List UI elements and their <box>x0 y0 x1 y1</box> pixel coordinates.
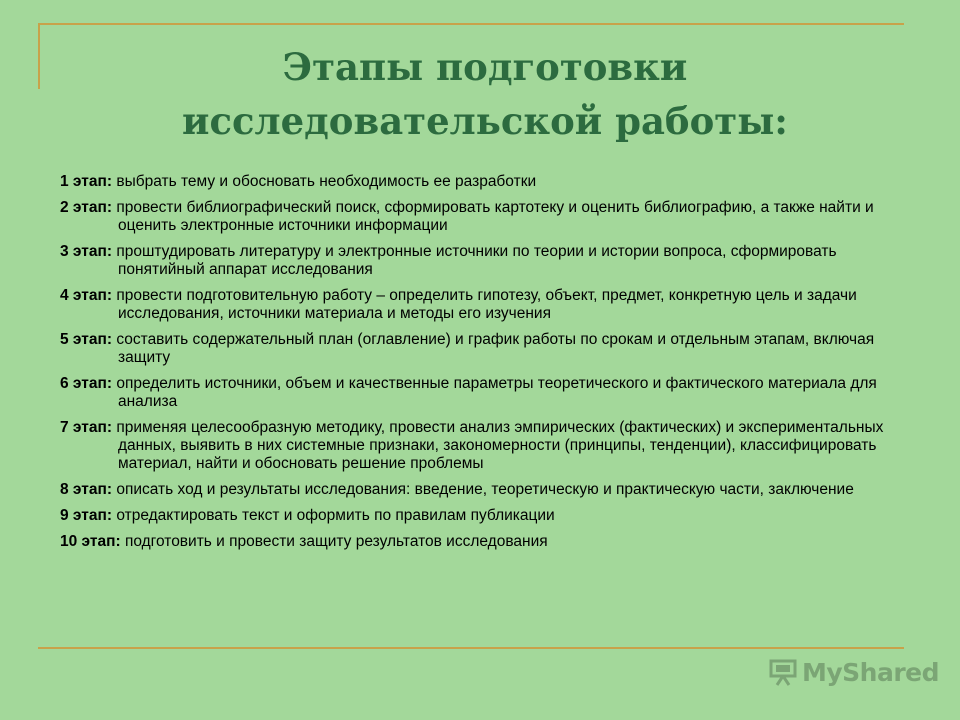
stage-label: 10 этап: <box>60 533 121 550</box>
stage-item <box>60 481 910 499</box>
stage-label: 2 этап: <box>60 199 113 216</box>
slide-title <box>60 40 910 148</box>
stage-item <box>60 419 910 473</box>
stage-text: провести подготовительную работу – определить гипотезу, объект, предмет, конкретную цель и задачи исследования, источники материала и методы его изучения <box>116 287 857 322</box>
stage-item <box>60 199 910 235</box>
stage-item <box>60 287 910 323</box>
stage-label: 6 этап: <box>60 375 113 392</box>
stage-text: применяя целесообразную методику, провести анализ эмпирических (фактических) и экспериментальных данных, выявить в них системные признаки, закономерности (принципы, тенденции), классифицировать материал, найти и обосновать решение проблемы <box>116 419 884 472</box>
stage-text: описать ход и результаты исследования: введение, теоретическую и практическую части, заключение <box>116 481 854 498</box>
watermark-logo <box>768 656 939 688</box>
presentation-board-icon <box>768 658 798 686</box>
stage-text: провести библиографический поиск, сформировать картотеку и оценить библиографию, а также найти и оценить электронные источники информации <box>116 199 874 234</box>
stage-label: 8 этап: <box>60 481 113 498</box>
stage-text: выбрать тему и обосновать необходимость ее разработки <box>116 173 537 190</box>
stage-item <box>60 375 910 411</box>
slide-title-line-1: Этапы подготовки <box>282 45 688 89</box>
stage-text: составить содержательный план (оглавление) и график работы по срокам и отдельным этапам, включая защиту <box>116 331 875 366</box>
slide-title-line-2: исследовательской работы: <box>182 99 788 143</box>
stage-text: определить источники, объем и качественные параметры теоретического и фактического материала для анализа <box>116 375 877 410</box>
stages-list <box>60 173 910 559</box>
stage-item <box>60 507 910 525</box>
stage-label: 4 этап: <box>60 287 113 304</box>
stage-label: 3 этап: <box>60 243 113 260</box>
stage-label: 5 этап: <box>60 331 113 348</box>
bottom-divider <box>38 647 904 649</box>
stage-text: отредактировать текст и оформить по правилам публикации <box>116 507 555 524</box>
stage-label: 9 этап: <box>60 507 113 524</box>
stage-item <box>60 533 910 551</box>
stage-item <box>60 331 910 367</box>
watermark-text: MyShared <box>802 657 940 687</box>
stage-text: подготовить и провести защиту результатов исследования <box>124 533 548 550</box>
stage-item <box>60 173 910 191</box>
stage-label: 1 этап: <box>60 173 113 190</box>
stage-label: 7 этап: <box>60 419 113 436</box>
top-divider <box>38 23 904 25</box>
stage-text: проштудировать литературу и электронные источники по теории и истории вопроса, сформировать понятийный аппарат исследования <box>116 243 837 278</box>
left-divider <box>38 23 40 89</box>
stage-item <box>60 243 910 279</box>
